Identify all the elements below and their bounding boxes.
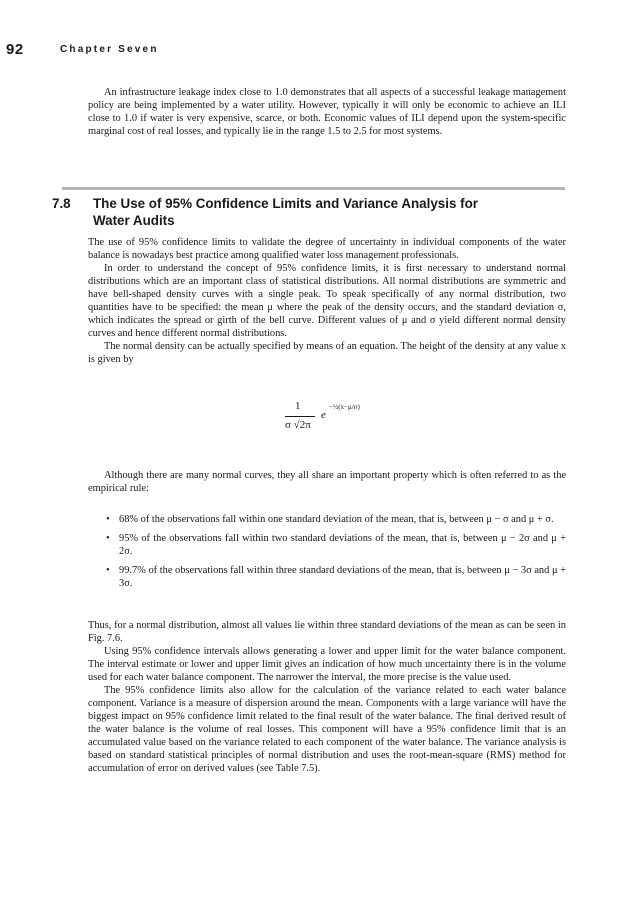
intro-paragraph: An infrastructure leakage index close to 1.0 demonstrates that all aspects of a successful leakage management policy are being implemented by a water utility. However, typically it will only be economic to achieve an ILI close to 1.0 if water is very expensive, scarce, or both. Economic values of ILI depend upon the system-specific marginal cost of real losses, and typically lie in the range 1.5 to 2.5 for most systems.: [88, 87, 566, 137]
paragraph: Although there are many normal curves, they all share an important property which is often referred to as the empirical rule:: [88, 470, 566, 494]
empirical-rule-list: [104, 513, 566, 596]
paragraph: The 95% confidence limits also allow for the calculation of the variance related to each water balance component. Variance is a measure of dispersion around the mean. Components with a large variance will have the biggest impact on 95% confidence limit related to the final result of the water balance. The final derived result of the water balance is the volume of real losses. This component will have a 95% confidence limit that is an accumulated value based on the variance related to each component of the water balance. The variance analysis is based on standard statistical principles of normal distribution and uses the root-mean-square (RMS) method for accumulation of error on derived values (see Table 7.5).: [88, 685, 566, 774]
formula-denominator: σ √2π: [285, 419, 311, 431]
section-title: The Use of 95% Confidence Limits and Variance Analysis for Water Audits: [93, 196, 478, 228]
bullet-icon: •: [106, 565, 110, 576]
paragraph: In order to understand the concept of 95% confidence limits, it is first necessary to understand normal distributions which are an important class of statistical distributions. All normal distributions are symmetric and have bell-shaped density curves with a single peak. To speak specifically of any normal distribution, two quantities have to be specified: the mean μ where the peak of the density occurs, and the standard deviation σ, which indicates the spread or girth of the bell curve. Different values of μ and σ yield different normal density curves and hence different normal distributions.: [88, 263, 566, 339]
paragraph: Thus, for a normal distribution, almost all values lie within three standard deviations of the mean as can be seen in Fig. 7.6.: [88, 620, 566, 644]
formula-exponent: −½(x−μ/σ): [329, 403, 360, 411]
chapter-running-head: Chapter Seven: [60, 44, 159, 55]
page-number: 92: [6, 41, 24, 58]
paragraph: The normal density can be actually specified by means of an equation. The height of the density at any value x is given by: [88, 341, 566, 365]
paragraph: The use of 95% confidence limits to validate the degree of uncertainty in individual components of the water balance is nowadays best practice among qualified water loss management professionals.: [88, 237, 566, 261]
section-body: [88, 236, 566, 366]
bullet-icon: •: [106, 533, 110, 544]
intro-block: [88, 86, 566, 138]
list-item-text: 99.7% of the observations fall within three standard deviations of the mean, that is, between μ − 3σ and μ + 3σ.: [119, 565, 566, 589]
closing-block: [88, 619, 566, 775]
bullet-icon: •: [106, 514, 110, 525]
list-item-text: 68% of the observations fall within one standard deviation of the mean, that is, between μ − σ and μ + σ.: [119, 514, 554, 525]
list-item: [104, 564, 566, 590]
normal-density-formula: [285, 400, 405, 444]
paragraph: Using 95% confidence intervals allows generating a lower and upper limit for the water balance component. The interval estimate or lower and upper limit gives an indication of how much uncertainty there is in the volume used for each water balance component. The narrower the interval, the more precise is the value used.: [88, 646, 566, 683]
list-item: [104, 532, 566, 558]
after-formula-block: [88, 469, 566, 495]
formula-base: e: [321, 409, 326, 421]
list-item: [104, 513, 566, 526]
section-divider: [62, 187, 565, 190]
list-item-text: 95% of the observations fall within two standard deviations of the mean, that is, between μ − 2σ and μ + 2σ.: [119, 533, 566, 557]
formula-numerator: 1: [295, 400, 301, 412]
section-number: 7.8: [52, 196, 71, 211]
formula-fraction-bar: [285, 416, 315, 417]
